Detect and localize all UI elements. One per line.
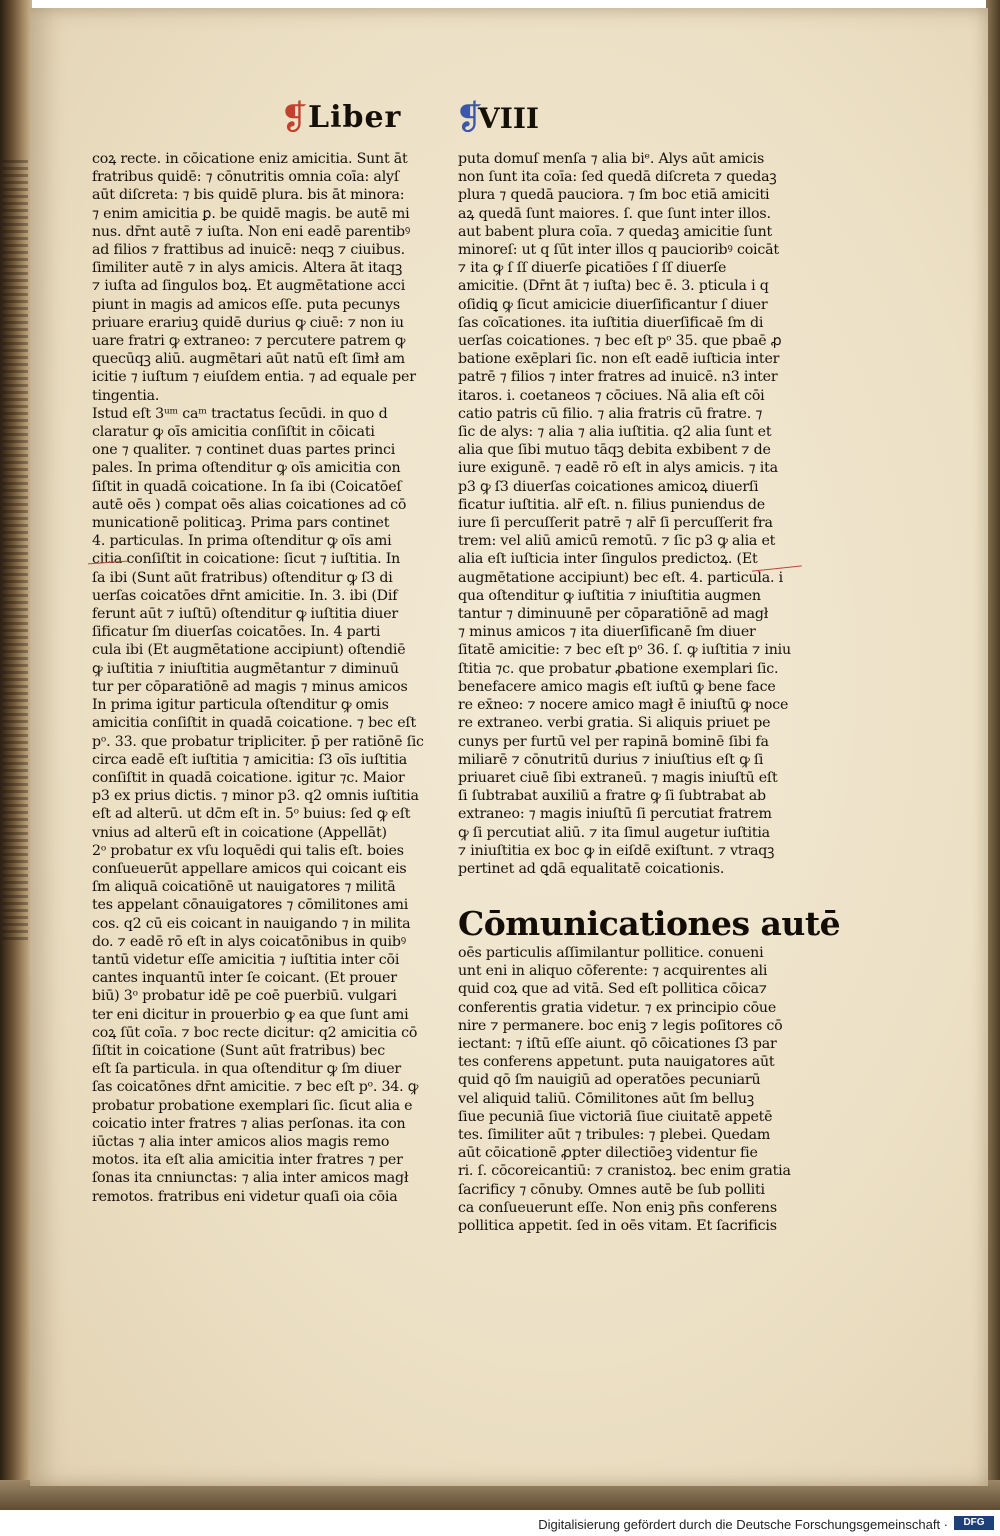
text-line: conferentis gratia videtur. ⁊ ex principio cōue <box>458 999 777 1016</box>
text-line: uerſas coicationes. ⁊ bec eſt pᵒ 35. que pbaē ꝓ <box>458 333 782 350</box>
text-line: In prima igitur particula oſtenditur ꝙ omis <box>92 697 389 714</box>
text-line: eſt ad alterū. ut dc̄m eſt in. 5ᵒ buius: ſed ꝙ eſt <box>92 806 411 823</box>
text-line: augmētatione accipiunt) bec eſt. 4. particula. i <box>458 569 783 586</box>
blue-paragraph-mark: ❡ <box>455 98 484 138</box>
text-line: aut babent plura coīa. ⁊ quedaꝫ amicitie ſunt <box>458 223 773 240</box>
text-line: catio patris cū filio. ⁊ alia fratris cū fratre. ⁊ <box>458 405 763 422</box>
text-line: alia eſt iuſticia inter ſingulos predictoꝝ. (Et <box>458 551 758 568</box>
text-line: non ſunt ita coīa: ſed quedā diſcreta ⁊ quedaꝫ <box>458 169 777 186</box>
text-line: ſm aliquā coicatiōnē ut nauigatores ⁊ militā <box>92 879 396 896</box>
text-line: vel aliquid taliū. Cōmilitones aūt ſm belluꝫ <box>458 1090 754 1107</box>
text-line: miliarē ⁊ cōnutritū durius ⁊ iniuſtius eſt ꝙ ſi <box>458 751 764 768</box>
left-text-column <box>92 150 434 1206</box>
text-line: ferunt aūt ⁊ iuſtū) oſtenditur ꝙ iuſtitia diuer <box>92 606 399 623</box>
footer-credit: Digitalisierung gefördert durch die Deutsche Forschungsgemeinschaft · <box>538 1517 948 1532</box>
text-line: tes conferens appetunt. puta nauigatores aūt <box>458 1054 775 1071</box>
text-line: tantur ⁊ diminuunē per cōparatiōnē ad magł <box>458 606 769 623</box>
text-line: ꝙ iuſtitia ⁊ iniuſtitia augmētantur ⁊ diminuū <box>92 660 399 677</box>
text-line: ſonas ita cnniunctas: ⁊ alia inter amicos magł <box>92 1170 409 1187</box>
text-line: iectant: ⁊ iſtū eſſe aiunt. qō cōicationes ſ3 par <box>458 1036 777 1053</box>
text-line: conſueuerūt appellare amicos qui coicant eis <box>92 860 407 877</box>
text-line: p3 ex prius dictis. ⁊ minor p3. q2 omnis iuſtitia <box>92 788 419 805</box>
text-line: municationē politicaꝫ. Prima pars continet <box>92 515 390 532</box>
text-line: ꝙ ſi percutiat aliū. ⁊ ita ſimul augetur iuſtitia <box>458 824 770 841</box>
text-line: 4. particulas. In prima oſtenditur ꝙ oīs ami <box>92 533 392 550</box>
text-line: extraneo: ⁊ magis iniuſtū ſi percutiat fratrem <box>458 806 772 823</box>
text-line: pollitica appetit. ſed in oēs vitam. Et ſacrificis <box>458 1218 777 1235</box>
text-line: ca conſueuerunt eſſe. Non eniꝫ pn̄s conferens <box>458 1199 777 1216</box>
facing-page-bleed <box>2 160 28 940</box>
text-line: ſi ſubtrabat auxiliū a fratre ꝙ ſi ſubtrabat ab <box>458 788 766 805</box>
text-line: tantū videtur eſſe amicitia ⁊ iuſtitia inter cōi <box>92 951 400 968</box>
text-line: eſt ſa particula. in qua oſtenditur ꝙ ſm diuer <box>92 1061 402 1078</box>
text-line: pertinet ad ꝗdā equalitatē coicationis. <box>458 860 725 877</box>
text-line: priuaret ciuē ſibi extraneū. ⁊ magis iniuſtū eſt <box>458 769 778 786</box>
text-line: ter eni dicitur in prouerbio ꝙ ea que ſunt ami <box>92 1006 409 1023</box>
text-line: coꝝ recte. in cōicatione eniz amicitia. Sunt āt <box>92 151 408 167</box>
text-line: ſimiliter autē ⁊ in alys amicis. Altera āt itaqꝫ <box>92 260 403 277</box>
text-line: ad filios ⁊ frattibus ad inuicē: neqꝫ ⁊ ciuibus. <box>92 242 405 259</box>
text-line: ficatur iuſtitia. alr̄ eſt. n. filius puniendus de <box>458 496 765 513</box>
text-line: tur per cōparatiōnē ad magis ⁊ minus amicos <box>92 678 408 695</box>
text-line: quecūqꝫ aliū. augmētari aūt natū eſt ſimł am <box>92 351 405 368</box>
text-line: cunys per furtū vel per rapinā bominē ſibi fa <box>458 733 769 750</box>
text-line: 2ᵒ probatur ex vſu loquēdi qui talis eſt. boies <box>92 842 404 859</box>
text-line: quid coꝝ que ad vitā. Sed eſt pollitica cōica⁊ <box>458 981 767 998</box>
text-line: fratribus quidē: ⁊ cōnutritis omnia coīa: alyſ <box>92 169 399 186</box>
text-line: pales. In prima oſtenditur ꝙ oīs amicitia con <box>92 460 401 477</box>
text-line: pᵒ. 33. que probatur tripliciter. p̄ per ratiōnē ſic <box>92 733 424 750</box>
text-line: oēs particulis aſſimilantur pollitice. conueni <box>458 945 764 961</box>
text-line: vnius ad alterū eſt in coicatione (Appellāt) <box>92 824 387 841</box>
text-line: aūt diſcreta: ⁊ bis quidē plura. bis āt minora: <box>92 187 405 204</box>
text-line: Istud eſt 3ᵘᵐ caᵐ tractatus ſecūdi. in quo d <box>92 405 388 422</box>
text-line: trem: vel aliū amicū remotū. ⁊ ſic p3 ꝙ alia et <box>458 533 776 550</box>
text-line: icitie ⁊ iuſtum ⁊ eiuſdem entia. ⁊ ad equale per <box>92 369 416 386</box>
text-line: benefacere amico magis eſt iuſtū ꝙ bene face <box>458 678 776 695</box>
text-line: unt eni in aliquo cōferente: ⁊ acquirentes ali <box>458 963 768 980</box>
text-line: ⁊ ita ꝙ ſ ſſ diuerſe ꝑicatiōes ſ ſſ diuerſe <box>458 260 727 277</box>
text-line: conſiſtit in quadā coicatione. igitur ⁊c. Maior <box>92 769 405 786</box>
text-line: ſic de alys: ⁊ alia ⁊ alia iuſtitia. q2 alia ſunt et <box>458 424 772 441</box>
text-line: ſtitia ⁊c. que probatur ꝓbatione exemplari ſic. <box>458 660 779 677</box>
text-line: p3 ꝙ ſ3 diuerſas coicationes amicoꝝ diuerſi <box>458 478 759 495</box>
text-line: citia conſiſtit in coicatione: ſicut ⁊ iuſtitia. In <box>92 551 401 568</box>
text-line: ſas coīcationes. ita iuſtitia diuerſificaē ſm di <box>458 314 764 331</box>
text-line: ſa ibi (Sunt aūt fratribus) oſtenditur ꝙ ſ3 di <box>92 569 393 586</box>
text-line: ⁊ minus amicos ⁊ ita diuerſificanē ſm diuer <box>458 624 756 641</box>
text-line: cantes inquantū inter ſe coicant. (Et prouer <box>92 970 397 987</box>
text-line: patrē ⁊ filios ⁊ inter fratres ad inuicē. n3 inter <box>458 369 778 386</box>
text-line: uare fratri ꝙ extraneo: ⁊ percutere patrem ꝙ <box>92 333 406 350</box>
digitization-footer <box>0 1510 1000 1536</box>
text-line: iure ſi percuſſerit patrē ⁊ alr̄ ſi percuſſerit fra <box>458 515 773 532</box>
text-line: piunt in magis ad amicos eſſe. puta pecunys <box>92 296 400 313</box>
right-text-column <box>458 150 803 878</box>
text-line: batione exēplari ſic. non eſt eadē iuſticia inter <box>458 351 780 368</box>
text-line: uerſas coicatōes dr̄nt amicitie. In. 3. ibi (Dif <box>92 587 398 604</box>
text-line: ⁊ iuſta ad ſingulos boꝝ. Et augmētatione acci <box>92 278 406 295</box>
text-line: do. ⁊ eadē rō eſt in alys coicatōnibus in quibꝰ <box>92 933 406 950</box>
text-line: puta domuſ menſa ⁊ alia biᵉ. Alys aūt amicis <box>458 151 765 167</box>
text-line: priuare erariuꝫ quidē durius ꝙ ciuē: ⁊ non iu <box>92 314 404 331</box>
text-line: motos. ita eſt alia amicitia inter fratres ⁊ per <box>92 1152 403 1169</box>
text-line: coꝝ ſūt coīa. ⁊ boc recte dicitur: q2 amicitia cō <box>92 1024 418 1041</box>
book-fore-edge <box>986 0 1000 1505</box>
text-line: ſificatur ſm diuerſas coicatōes. In. 4 parti <box>92 624 381 641</box>
text-line: tingentia. <box>92 387 160 404</box>
text-line: autē oēs ) compat oēs alias coicationes ad cō <box>92 496 407 513</box>
right-text-column-continued <box>458 944 803 1235</box>
running-head-word: Liber <box>308 100 402 135</box>
section-heading: Cōmunicationes autē <box>458 904 841 943</box>
text-line: re extraneo. verbi gratia. Si aliquis priuet pe <box>458 715 771 732</box>
text-line: one ⁊ qualiter. ⁊ continet duas partes princi <box>92 442 396 459</box>
text-line: qua oſtenditur ꝙ iuſtitia ⁊ iniuſtitia augmen <box>458 587 761 604</box>
text-line: ſacrificy ⁊ cōnuby. Omnes autē be ſub polliti <box>458 1181 765 1198</box>
text-line: circa eadē eſt iuſtitia ⁊ amicitia: ſ3 oīs iuſtitia <box>92 751 408 768</box>
text-line: coicatio inter fratres ⁊ alias perſonas. ita con <box>92 1115 406 1132</box>
book-spine-edge <box>0 0 32 1505</box>
text-line: alia que ſibi mutuo tāqꝫ debita exbibent ⁊ de <box>458 442 771 459</box>
text-line: quid qō ſm nauigiū ad operatōes pecuniarū <box>458 1072 761 1089</box>
text-line: ſiſtit in coicatione (Sunt aūt fratribus) bec <box>92 1042 385 1059</box>
text-line: amicitia conſiſtit in quadā coicatione. ⁊ bec eſt <box>92 715 416 732</box>
text-line: ſitatē amicitie: ⁊ bec eſt pᵒ 36. ſ. ꝙ iuſtitia ⁊ iniu <box>458 642 791 659</box>
running-head <box>280 98 580 138</box>
text-line: iure exigunē. ⁊ eadē rō eſt in alys amicis. ⁊ ita <box>458 460 778 477</box>
text-line: tes appelant cōnauigatores ⁊ cōmilitones ami <box>92 897 409 914</box>
text-line: minoreſ: ut q ſūt inter illos q paucioribꝰ coicāt <box>458 242 779 259</box>
text-line: aꝝ quedā ſunt maiores. ſ. que ſunt inter illos. <box>458 205 771 222</box>
running-head-numeral: VIII <box>478 102 540 135</box>
text-line: ſas coicatōnes dr̄nt amicitie. ⁊ bec eſt pᵒ. 34. ꝙ <box>92 1079 419 1096</box>
text-line: clаratur ꝙ oīs amicitia conſiſtit in cōicati <box>92 424 375 441</box>
text-line: iūctas ⁊ alia inter amicos alios magis remo <box>92 1133 390 1150</box>
dfg-logo: DFG <box>954 1516 994 1530</box>
text-line: nus. dr̄nt autē ⁊ iuſta. Non eni eadē parentibꝰ <box>92 223 411 240</box>
text-line: amicitie. (Dr̄nt āt ⁊ iuſta) bec ē. 3. pticula i q <box>458 278 769 295</box>
text-line: remotos. fratribus eni videtur quaſi oia cōia <box>92 1188 398 1205</box>
text-line: nire ⁊ permanere. boc eniꝫ ⁊ legis poſitores cō <box>458 1017 783 1034</box>
text-line: probatur probatione exemplari ſic. ſicut alia e <box>92 1097 413 1114</box>
text-line: itaros. i. coetaneos ⁊ cōciues. Nā alia eſt cōi <box>458 387 765 404</box>
text-line: ⁊ enim amicitia ꝑ. be quidē magis. be autē mi <box>92 205 410 222</box>
text-line: oſidiꝗ ꝙ ſicut amicicie diuerſificantur ſ diuer <box>458 296 768 313</box>
text-line: ⁊ iniuſtitia ex boc ꝙ in eiſdē exiſtunt. ⁊ vtraqꝫ <box>458 842 775 859</box>
text-line: biū) 3ᵒ probatur idē pe coē puerbiū. vulgari <box>92 988 397 1005</box>
text-line: tes. ſimiliter aūt ⁊ tribules: ⁊ plebei. Quedam <box>458 1127 771 1144</box>
text-line: plura ⁊ quedā pauciora. ⁊ ſm boc etiā amiciti <box>458 187 770 204</box>
text-line: re ex̄neo: ⁊ nocere amico magł ē iniuſtū ꝙ noce <box>458 697 789 714</box>
red-paragraph-mark: ❡ <box>280 98 309 138</box>
text-line: ſiſtit in quadā coicatione. In ſa ibi (Coicatōeſ <box>92 478 402 495</box>
text-line: ſiue pecuniā ſiue victoriā ſiue ciuitatē appetē <box>458 1108 773 1125</box>
text-line: cos. q2 cū eis coicant in nauigando ⁊ in milita <box>92 915 411 932</box>
text-line: ri. ſ. cōcoreicantiū: ⁊ cranistoꝝ. bec enim gratia <box>458 1163 791 1180</box>
text-line: cula ibi (Et augmētatione accipiunt) oſtendiē <box>92 642 406 659</box>
text-line: aūt cōicationē ꝓpter dilectiōeꝫ videntur fie <box>458 1145 758 1162</box>
